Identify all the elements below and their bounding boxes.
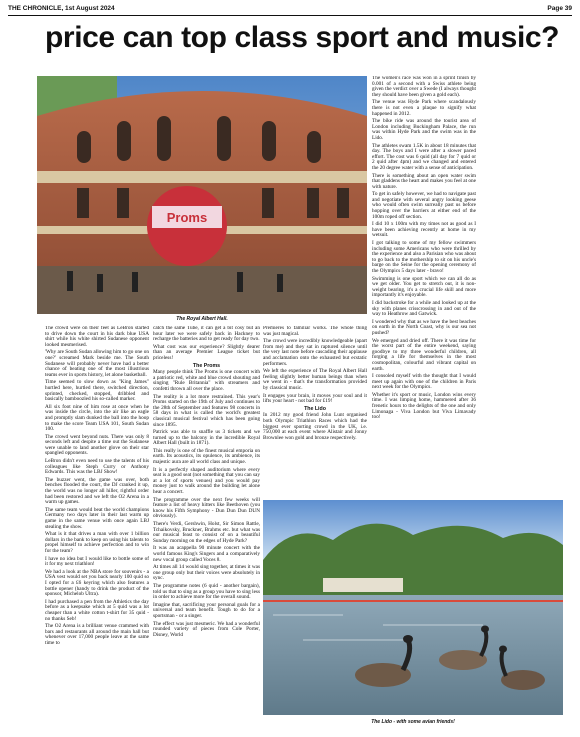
paragraph: I did 10 x 100m with my times not as good as I have been achieving recently at home in my wetsuit. — [372, 221, 476, 239]
paragraph: Swimming is one sport which we can all do as we get older. You get to stretch out, it is non-weight bearing, it's a crucial life skill and more importantly it's enjoyable. — [372, 275, 476, 299]
paragraph: There is something about an open water swim that gladdens the heart and makes you feel at one with nature. — [372, 172, 476, 190]
paragraph: At times all 14 would sing together, at times it was one group only but their voices were absolutely in sync. — [153, 564, 260, 582]
paragraph: Time seemed to slow down as "King James" hurtled here, hurtled there, switched direction, sprinted, checked, stopped, dribbled and basically bamboozled his so-called marker. — [45, 379, 149, 403]
paragraph: The programme over the next few weeks will feature a list of heavy hitters like Beethoven (you know his Fifth Symphony - Dun Dun Dun DUN obviously). — [153, 496, 260, 520]
paragraph: The women's race was won in a sprint finish by 0.001 of a second with a Swiss athlete being given the verdict over a Swede (I always thought they should have been given a gold each). — [372, 76, 476, 98]
paragraph: I consoled myself with the thought that I would meet up again with one of the children in Paris next week for the Olympics. — [372, 373, 476, 391]
page-header — [8, 3, 572, 16]
paragraph: The crowd went beyond nuts. There was only 8 seconds left and despite a time out the Sudanese were unable to land another glove on their star spangled opponents. — [45, 433, 149, 457]
paragraph: Imagine that, sacrificing your personal goals for a universal and team benefit. Tough to do for a sportsman - or a singer. — [153, 601, 260, 619]
paragraph: The reality is a lot more restrained. This year's Proms started on the 19th of July and continues to the 28th of September and features 98 concerts in 58 days in what is called the world's greatest classical musical festival which has been going since 1895. — [153, 393, 260, 428]
paragraph: We emerged and dried off. There it was time for the worst part of the entire weekend, saying goodbye to my three wonderful children, all forging a life for themselves in the most cosmopolitan, colourful and vibrant capital on earth. — [372, 337, 476, 372]
paragraph: I did backstroke for a while and looked up at the sky with planes crisscrossing in and out of the way to Heathrow and Gatwick. — [372, 299, 476, 318]
royal-albert-hall-illustration — [37, 76, 367, 314]
paragraph: The bike ride was around the tourist area of London including Buckingham Palace, the run was within Hyde Park and the swim was in the Lido. — [372, 118, 476, 141]
paragraph: We had a look at the NBA store for souvenirs - a USA vest would set you back nearly 100 quid so I opted for a £6 keyring which also features a bottle opener (handy to drink the product of the sponsor, Michelob Ultra). — [45, 568, 149, 598]
page-number: Page 39 — [547, 5, 572, 12]
publication-date: THE CHRONICLE, 1st August 2024 — [8, 5, 115, 12]
paragraph: There's Verdi, Gershwin, Holst, Sir Simon Rattle, Tchaikovsky, Bruckner, Brahms etc. but what was our musical feast to consist of on a beautiful Sunday morning on the edges of Hyde Park? — [153, 521, 260, 544]
paragraph: I have no idea but I would like to bottle some of it for my next triathlon! — [45, 555, 149, 568]
paragraph: The buzzer went, the game was over, both benches flooded the court, the DJ cranked it up, the world was no longer all hiller, rightful order had been restored and we left the O2 Arena in a warm up games. — [45, 476, 149, 506]
paragraph: The crowd were on their feet as LeBron started to drive down the court in his dark blue USA shirt while his white shirted Sudanese opponent looked mesmerised. — [45, 326, 149, 348]
column-2 — [153, 326, 260, 726]
paragraph: What cost was our experience? Slightly dearer than an average Premier League ticket but priceless! — [153, 343, 260, 361]
subheading-proms: The Proms — [192, 362, 221, 369]
paragraph: What is it that drives a man with over 1 billion dollars in the bank to keep on using his talents to propel himself to achieve perfection and to win for the team? — [45, 531, 149, 554]
subheading-lido: The Lido — [304, 405, 326, 412]
paragraph: All six foot nine of him rose at once when he was inside the circle, into the air like an eagle and promptly slam dunked the ball into the hoop to make the score Team USA 101, South Sudan 100. — [45, 403, 149, 433]
paragraph: I had purchased a pen from the Athletics the day before as a keepsake which at 5 quid was a lot cheaper than a white cotton t-shirt for 35 quid - no thanks Seb! — [45, 598, 149, 622]
paragraph: The venue was Hyde Park where scandalously there is not even a plaque to signify what happened in 2012. — [372, 99, 476, 117]
column-1 — [45, 326, 149, 726]
paragraph: It engages your brain, it moves your soul and it lifts your heart - not bad for £19! — [263, 392, 367, 405]
lido-photo — [263, 500, 563, 715]
paragraph: In 2012 my good friend John Lunt organised both Olympic Triathlon Races which had the biggest ever sporting crowd in the UK, i.e. 750,000 at each event where Alistair and Jonny Brownlee won gold and bronze respectively. — [263, 412, 367, 441]
royal-albert-hall-photo — [37, 76, 367, 314]
paragraph: Patrick was able to snaffle us 3 tickets and we turned up to the balcony in the incredible Royal Albert Hall (built in 1871). — [153, 429, 260, 447]
paragraph: The same team would beat the world champions Germany two days later in their last warm up game in the same venue with once again LBJ stealing the show. — [45, 506, 149, 530]
paragraph: This really is one of the finest musical emporia on earth. Its acoustics, its opulence, its ambience, its majestic aura are all world class and unique. — [153, 447, 260, 466]
paragraph: LeBron didn't even need to use the talents of his colleagues like Steph Curry or Anthony Edwards. This was the LBJ Show! — [45, 458, 149, 476]
proms-sign: Proms — [166, 210, 208, 225]
paragraph: The crowd were incredibly knowledgeable (apart from me) and they sat in raptured silence until the very last note before cascading their applause and acclamation onto the exhausted but ecstatic performers. — [263, 338, 367, 367]
column-4 — [372, 76, 476, 496]
paragraph: Premieres to familiar works. The whole thing was just magical. — [263, 326, 367, 337]
paragraph: catch the same Tube, it can get a bit cosy but an hour later we were safely back in Hackney to recharge the batteries and to get ready for day two. — [153, 326, 260, 343]
lido-caption: The Lido - with some avian friends! — [371, 719, 455, 725]
paragraph: Many people think The Proms is one concert with a patriotic red, white and blue crowd shouting and singing "Rule Britannia" with streamers and confetti thrown all over the place. — [153, 369, 260, 392]
column-3 — [263, 326, 367, 496]
paragraph: Whether it's sport or music, London wins every time. I was limping home, hammered after 36 frenetic hours to the delights of the one and only Limonaga - Viva London but Viva Limavady too! — [372, 391, 476, 421]
paragraph: We left the experience of The Royal Albert Hall feeling slightly better human beings than when we went in - that's the transformation provided by classical music. — [263, 368, 367, 391]
paragraph: The athletes swam 1.5K in about 18 minutes that day. The boys and I were after a slower paced effort. The cost was 6 quid (all day for 7 quid or 2 quid after 4pm) and we changed and entered the 20 degree water with a sense of anticipation. — [372, 142, 476, 171]
paragraph: It was an acappella 90 minute concert with the world famous King's Singers and a comparatively new vocal group called Voces 8. — [153, 545, 260, 563]
lido-illustration — [263, 500, 563, 715]
paragraph: The effect was just mesmeric. We had a wonderful rounded variety of pieces from Cole Porter, Disney, World — [153, 620, 260, 638]
paragraph: To get in safely however, we had to navigate past and negotiate with several angry looking geese who would often swim surreally past us before hopping over the barriers at either end of the 100m roped off section. — [372, 191, 476, 220]
paragraph: The programme notes (6 quid - another bargain), told us that to sing as a group you have to sing less in order to achieve more for the overall sound. — [153, 582, 260, 601]
paragraph: It is a perfectly shaped auditorium where every seat is a good seat (not something that you can say at a lot of sports venues) and you would pay money just to walk around the building let alone hear a concert. — [153, 466, 260, 496]
paragraph: I wondered why that as we have the best beaches on earth in the North Coast, why is our sea not pushed? — [372, 318, 476, 336]
paragraph: I got talking to some of my fellow swimmers including some Americans who were thrilled by the experience and also a Parisian who was about to go back to the mothership to sit on his uncle's barge on the Seine for the opening ceremony of the Olympics 5 days later - bravo! — [372, 240, 476, 274]
hall-caption: The Royal Albert Hall. — [176, 316, 228, 322]
headline: price can top class sport and music? — [45, 21, 560, 54]
paragraph: 'Why are South Sudan allowing him to go one on one?' screamed Mark beside me. The South Sudanese will probably never have had a better chance of beating one of the most illustrious teams ever in sports history, let alone basketball. — [45, 349, 149, 378]
paragraph: The O2 Arena is a brilliant venue crammed with bars and restaurants all around the main hall but whenever over 17,000 people leave at the same time to — [45, 623, 149, 646]
